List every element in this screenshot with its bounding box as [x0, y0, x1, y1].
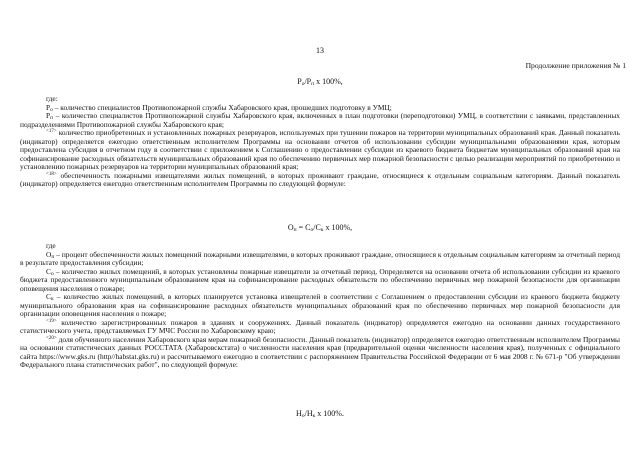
where-label-2: где — [46, 241, 56, 250]
definition-po: $P_о$ – количество специалистов Противопожарной службы Хабаровского края, прошедших подготовку в УМЦ; — [46, 102, 392, 113]
where-label: где: — [46, 94, 58, 103]
footnote-19: $^{<19>}$ количество зарегистрированных пожаров в зданиях и сооружениях. Данный показатель (индикатор) определяется ежегодно на основании данных государственного статистического учета, представляемых ГУ МЧС России по Хабаровскому краю; — [20, 317, 620, 335]
definition-ck: $C_к$ – количество жилых помещений, в которых планируется установка извещателей в соответствии с Соглашением о предоставлении субсидии из краевого бюджета бюджету муниципального образования края на софинансирование расходных обязательств муниципальных образований края по обеспечению первичных мер пожарной безопасности для организации оповещения населения о пожаре; — [20, 292, 620, 318]
appendix-continuation-label: Продолжение приложения № 1 — [525, 61, 626, 70]
text-block-upper — [20, 95, 620, 189]
definition-pp: $P_п$ – количество специалистов Противопожарной службы Хабаровского края, включенных в план подготовки (переподготовки) УМЦ, в соответствии с заявками, представленных подразделениями Противопожарной службы Хабаровского края; — [20, 111, 620, 129]
formula-training-share: $P_о/P_п$ x 100%, — [297, 77, 343, 87]
footnote-20: $^{<20>}$ доля обученного населения Хабаровского края мерам пожарной безопасности. Данный показатель (индикатор) определяется ежегодно ответственным исполнителем Программы на основании статистических данных РОССТАТА (Хабаровскстата) о численности населения края (предварительной оценки численности населения края), полученных с официального сайта https://www.gks.ru (http//habstat.gks.ru) и рассчитываемого ежегодно в соответствии с распоряжением Правительства Российской Федерации от 6 мая 2008 г. № 671-р "Об утверждении Федерального плана статистических работ", по следующей формуле: — [20, 334, 620, 369]
page-number: 13 — [316, 46, 324, 55]
footnote-18: $^{<18>}$ обеспеченность пожарными извещателями жилых помещений, в которых проживают граждане, относящиеся к отдельным социальным категориям. Данный показатель (индикатор) определяется ежегодно ответственным исполнителем Программы по следующей формуле: — [20, 170, 620, 188]
definition-op: $O_п$ – процент обеспеченности жилых помещений пожарными извещателями, в которых проживают граждане, относящиеся к отдельным социальным категориям за отчетный период в результате предоставления субсидии; — [20, 249, 620, 267]
formula-trained-population: $H_о/H_к$ x 100%. — [296, 409, 344, 419]
text-block-lower — [20, 242, 620, 370]
formula-detector-coverage: $O_п = C_о/C_к$ x 100%, — [287, 223, 353, 233]
definition-co: $C_о$ – количество жилых помещений, в которых установлены пожарные извещатели за отчетный период. Определяется на основании отчета об использовании субсидии из краевого бюджета предоставленного муниципальным образованием края на софинансирование расходных обязательств по обеспечению первичных мер пожарной безопасности для организации оповещения населения о пожаре; — [20, 266, 620, 293]
footnote-17: $^{<17>}$ количество приобретенных и установленных пожарных резервуаров, используемых при тушении пожаров на территории муниципальных образований края. Данный показатель (индикатор) определяется ежегодно ответственным исполнителем Программы на основании отчетов об использовании субсидии муниципальными образованиями края, которым предоставлена субсидия в отчетном году в соответствии с приложением к Соглашению о предоставлении субсидии из краевого бюджета бюджетам муниципальных образований края на софинансирование расходных обязательств муниципальных образований края по обеспечению первичных мер пожарной безопасности с целью реализации мероприятий по приобретению и установлению пожарных резервуаров на территории муниципальных образований края; — [20, 128, 620, 171]
